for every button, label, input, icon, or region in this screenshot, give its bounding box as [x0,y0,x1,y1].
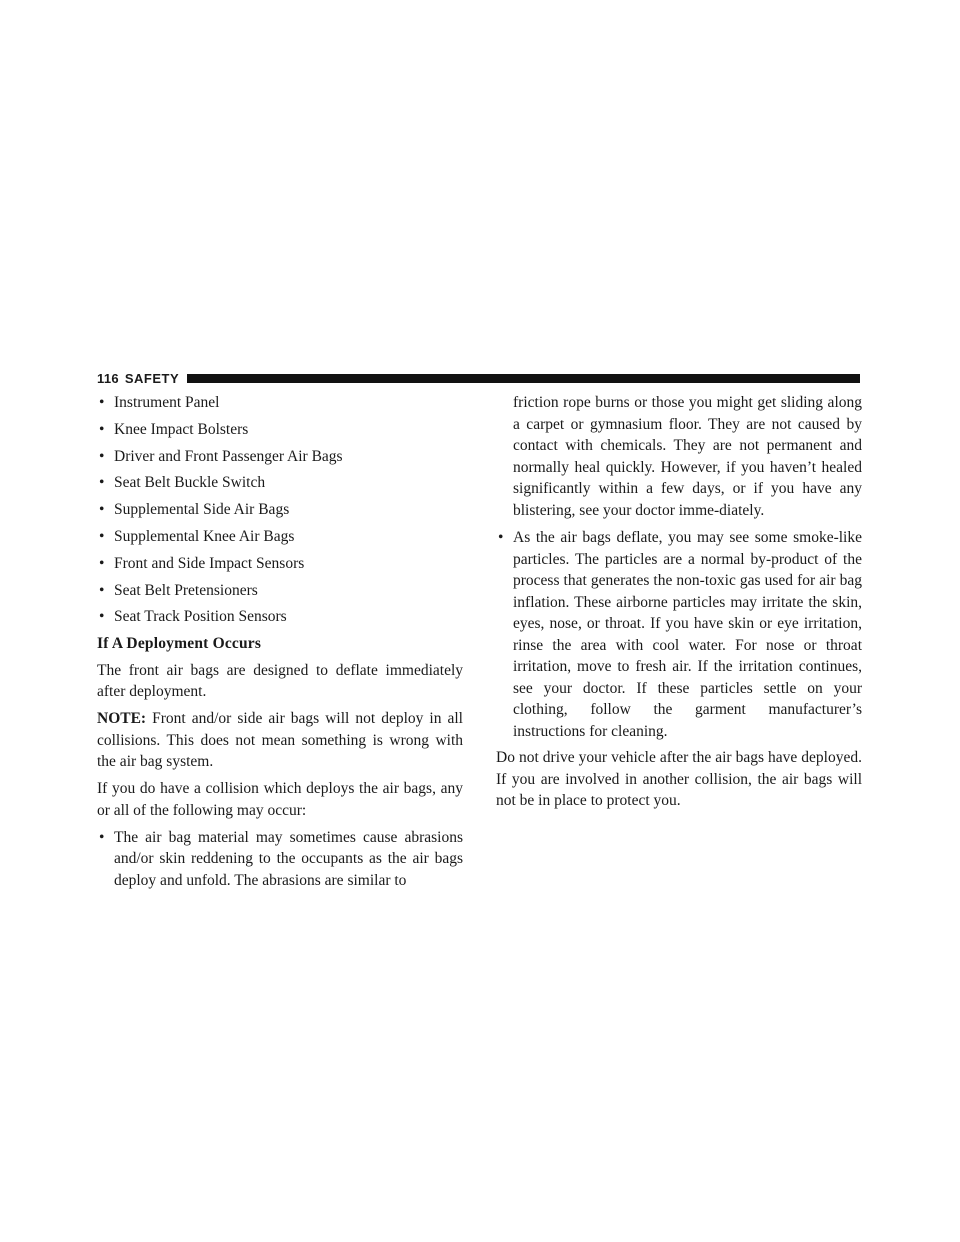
list-item: • Supplemental Side Air Bags [97,499,463,521]
bullet-icon: • [99,527,105,545]
list-item: • Instrument Panel [97,392,463,414]
effects-list-continued [496,527,862,742]
note-label: NOTE: [97,710,147,728]
list-item: • Seat Track Position Sensors [97,606,463,628]
bullet-icon: • [99,501,105,519]
bullet-icon: • [498,529,504,546]
bullet-icon: • [99,608,105,626]
bullet-icon: • [99,828,105,846]
left-column [97,392,463,896]
section-heading: If A Deployment Occurs [97,635,262,653]
note-paragraph [97,708,463,773]
section-title: SAFETY [124,370,180,386]
list-item: • The air bag material may sometimes cause abrasions and/or skin reddening to the occupants as the air bags deploy and unfold. The abrasions are similar to [99,828,463,889]
bullet-icon: • [99,447,105,465]
list-item: • Front and Side Impact Sensors [97,553,463,575]
list-item: • Knee Impact Bolsters [97,419,463,441]
header-rule [187,374,860,383]
note-text: Front and/or side air bags will not deploy in all collisions. This does not mean something is wrong with the air bag system. [97,710,463,771]
bullet-icon: • [99,554,105,572]
right-column [496,392,862,817]
effects-list [97,827,463,892]
list-item-continuation: friction rope burns or those you might get sliding along a carpet or gymnasium floor. They are not caused by contact with chemicals. They are not permanent and normally heal quickly. However, if you haven’t healed significantly within a few days, or if you have any blistering, see your doctor imme-diately. [513,394,862,519]
bullet-icon: • [99,394,105,411]
list-item: • Seat Belt Pretensioners [97,580,463,602]
paragraph-deflate: The front air bags are designed to deflate immediately after deployment. [97,661,463,701]
list-item: • Supplemental Knee Air Bags [97,526,463,548]
bullet-icon: • [99,581,105,599]
bullet-icon: • [99,474,105,492]
bullet-icon: • [99,420,105,438]
list-item: • As the air bags deflate, you may see some smoke-like particles. The particles are a normal by-product of the process that generates the non-toxic gas used for air bag inflation. These airborne particles may irritate the skin, eyes, nose, or throat. If you have skin or eye irritation, rinse the area with cool water. For nose or throat irritation, move to fresh air. If the irritation continues, see your doctor. If these particles settle on your clothing, follow the garment manufacturer’s instructions for cleaning. [498,529,862,740]
paragraph-do-not-drive: Do not drive your vehicle after the air bags have deployed. If you are involved in another collision, the air bags will not be in place to protect you. [496,749,862,810]
list-item: • Seat Belt Buckle Switch [97,472,463,494]
component-list [97,392,463,628]
paragraph-collision: If you do have a collision which deploys the air bags, any or all of the following may occur: [97,780,463,819]
list-item: • Driver and Front Passenger Air Bags [97,446,463,468]
page-number: 116 [97,370,119,386]
page-header [97,370,860,386]
